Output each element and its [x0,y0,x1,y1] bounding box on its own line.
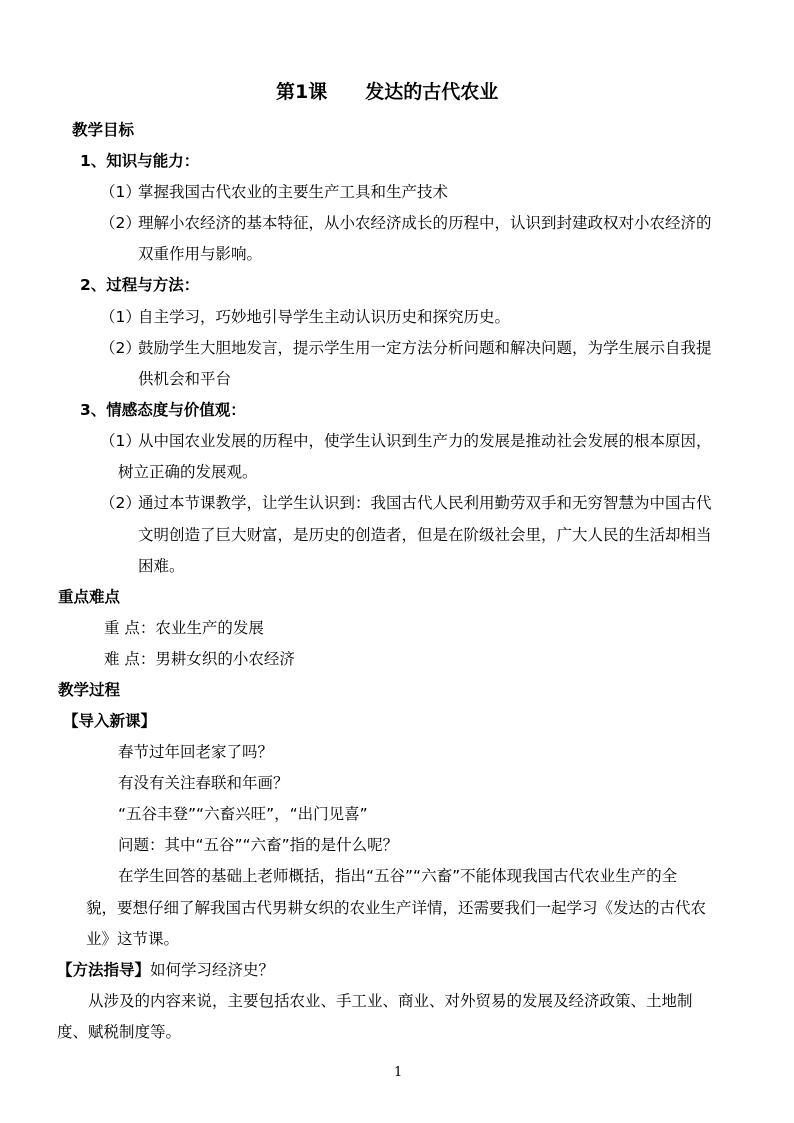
method-paragraph-line: 度、赋税制度等。 [57,1023,182,1041]
lesson-name: 发达的古代农业 [365,81,499,103]
item-number: （2） [100,339,141,357]
intro-line: 问题：其中“五谷”“六畜”指的是什么呢？ [118,836,399,854]
intro-line: 春节过年回老家了吗？ [118,743,274,761]
item-text: 理解小农经济的基本特征，从小农经济成长的历程中，认识到封建政权对小农经济的 [138,214,712,232]
item-text: 树立正确的发展观。 [118,463,258,481]
item-text: 困难。 [138,557,185,575]
item-text: 双重作用与影响。 [138,245,263,263]
process-heading: 教学过程 [58,681,121,699]
intro-paragraph-line: 貌，要想仔细了解我国古代男耕女织的农业生产详情，还需要我们一起学习《发达的古代农 [86,899,707,917]
key-point: 重 点：农业生产的发展 [104,619,264,637]
item-text: 通过本节课教学，让学生认识到：我国古代人民利用勤劳双手和无穷智慧为中国古代 [138,494,712,512]
difficult-point: 难 点：男耕女织的小农经济 [104,650,295,668]
item-number: （2） [100,214,141,232]
item-number: （2） [100,494,141,512]
section-heading-process: 2、过程与方法： [80,276,200,294]
item-number: （1） [100,183,141,201]
item-text: 自主学习，巧妙地引导学生主动认识历史和探究历史。 [138,308,511,326]
key-points-heading: 重点难点 [58,588,121,606]
intro-line: “五谷丰登”“六畜兴旺”，“出门见喜” [118,805,368,823]
item-text: 文明创造了巨大财富，是历史的创造者，但是在阶级社会里，广大人民的生活却相当 [138,526,712,544]
method-question: 如何学习经济史？ [150,961,275,979]
page-title [276,80,498,104]
section-heading-values: 3、情感态度与价值观： [80,401,246,419]
intro-paragraph-line: 在学生回答的基础上老师概括，指出“五谷”“六畜”不能体现我国古代农业生产的全 [118,867,678,885]
item-number: （1） [100,308,141,326]
intro-heading: 【导入新课】 [63,712,157,730]
method-heading: 【方法指导】 [57,961,151,979]
intro-paragraph-line: 业》这节课。 [86,930,180,948]
section-heading-knowledge: 1、知识与能力： [80,152,200,170]
method-paragraph-line: 从涉及的内容来说，主要包括农业、手工业、商业、对外贸易的发展及经济政策、土地制 [88,992,693,1010]
item-text: 鼓励学生大胆地发言，提示学生用一定方法分析问题和解决问题，为学生展示自我提 [138,339,712,357]
item-text: 从中国农业发展的历程中，使学生认识到生产力的发展是推动社会发展的根本原因， [138,432,712,450]
item-number: （1） [100,432,141,450]
objectives-heading: 教学目标 [72,121,135,139]
item-text: 掌握我国古代农业的主要生产工具和生产技术 [138,183,449,201]
item-text: 供机会和平台 [138,370,232,388]
intro-line: 有没有关注春联和年画？ [118,774,289,792]
method-line [57,960,274,980]
lesson-number: 第1课 [276,81,328,103]
page-number: 1 [394,1065,403,1080]
